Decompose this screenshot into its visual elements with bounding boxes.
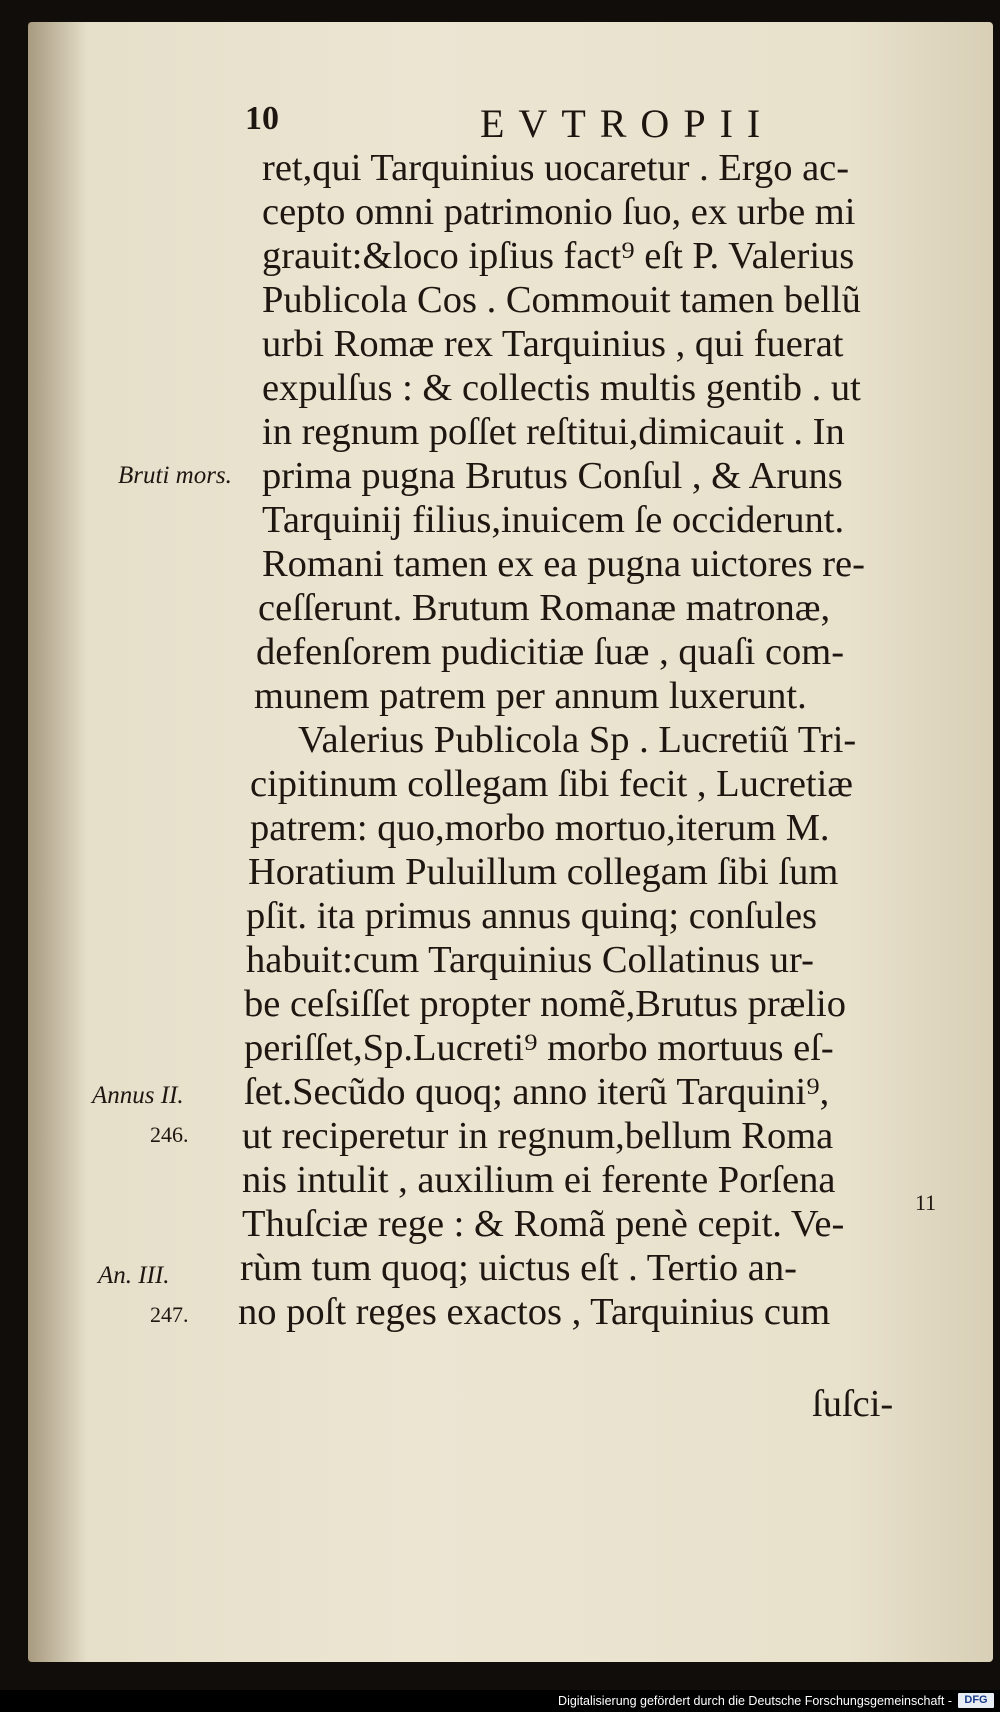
- text-line: periſſet,Sp.Lucreti⁹ morbo mortuus eſ-: [244, 1027, 834, 1069]
- text-line: pſit. ita primus annus quinq; conſules: [246, 895, 818, 937]
- footer-credit: Digitalisierung gefördert durch die Deutsche Forschungsgemeinschaft -: [558, 1694, 952, 1708]
- text-line: urbi Romæ rex Tarquinius , qui fuerat: [262, 323, 844, 365]
- text-line: ret,qui Tarquinius uocaretur . Ergo ac-: [262, 147, 850, 189]
- text-line: nis intulit , auxilium ei ferente Porſena: [242, 1159, 836, 1201]
- page-number: 10: [245, 100, 279, 137]
- digitization-footer: [0, 1690, 1000, 1712]
- text-line: ſet.Secũdo quoq; anno iterũ Tarquini⁹,: [244, 1071, 830, 1113]
- text-line: Publicola Cos . Commouit tamen bellũ: [262, 279, 861, 321]
- catchword: ſuſci-: [812, 1383, 894, 1425]
- text-line: Thuſciæ rege : & Romã penè cepit. Ve-: [242, 1203, 845, 1245]
- running-head: EVTROPII: [480, 101, 775, 146]
- margin-note-an-iii: An. III.: [98, 1262, 170, 1289]
- text-line: prima pugna Brutus Conſul , & Aruns: [262, 455, 843, 497]
- text-line: cepto omni patrimonio ſuo, ex urbe mi: [262, 191, 856, 233]
- text-line: grauit:&loco ipſius fact⁹ eſt P. Valerius: [262, 235, 855, 277]
- text-line: Horatium Puluillum collegam ſibi ſum: [248, 851, 839, 893]
- text-line: cipitinum collegam ſibi fecit , Lucretiæ: [250, 763, 853, 805]
- margin-note-bruti-mors: Bruti mors.: [118, 462, 232, 489]
- text-line: Tarquinij filius,inuicem ſe occiderunt.: [262, 499, 845, 541]
- text-line: ceſſerunt. Brutum Romanæ matronæ,: [258, 587, 831, 629]
- text-line: munem patrem per annum luxerunt.: [254, 675, 807, 717]
- text-line: patrem: quo,morbo mortuo,iterum M.: [250, 807, 830, 849]
- text-line: habuit:cum Tarquinius Collatinus ur-: [246, 939, 814, 981]
- text-line: Romani tamen ex ea pugna uictores re-: [262, 543, 865, 585]
- text-line: Valerius Publicola Sp . Lucretiũ Tri-: [298, 719, 857, 761]
- text-line: no poſt reges exactos , Tarquinius cum: [238, 1291, 831, 1333]
- gutter-shadow: [28, 22, 88, 1662]
- dfg-logo-icon: DFG: [958, 1693, 994, 1708]
- text-line: ut reciperetur in regnum,bellum Roma: [242, 1115, 834, 1157]
- text-line: expulſus : & collectis multis gentib . ut: [262, 367, 861, 409]
- margin-note-annus-ii: Annus II.: [92, 1082, 184, 1109]
- text-line: rùm tum quoq; uictus eſt . Tertio an-: [240, 1247, 797, 1289]
- text-line: defenſorem pudicitiæ ſuæ , quaſi com-: [256, 631, 845, 673]
- text-line: be ceſsiſſet propter nomẽ,Brutus prælio: [244, 983, 846, 1025]
- margin-year-247: 247.: [150, 1302, 189, 1327]
- margin-number-right: 11: [915, 1190, 937, 1215]
- text-line: in regnum poſſet reſtitui,dimicauit . In: [262, 411, 845, 453]
- margin-year-246: 246.: [150, 1122, 189, 1147]
